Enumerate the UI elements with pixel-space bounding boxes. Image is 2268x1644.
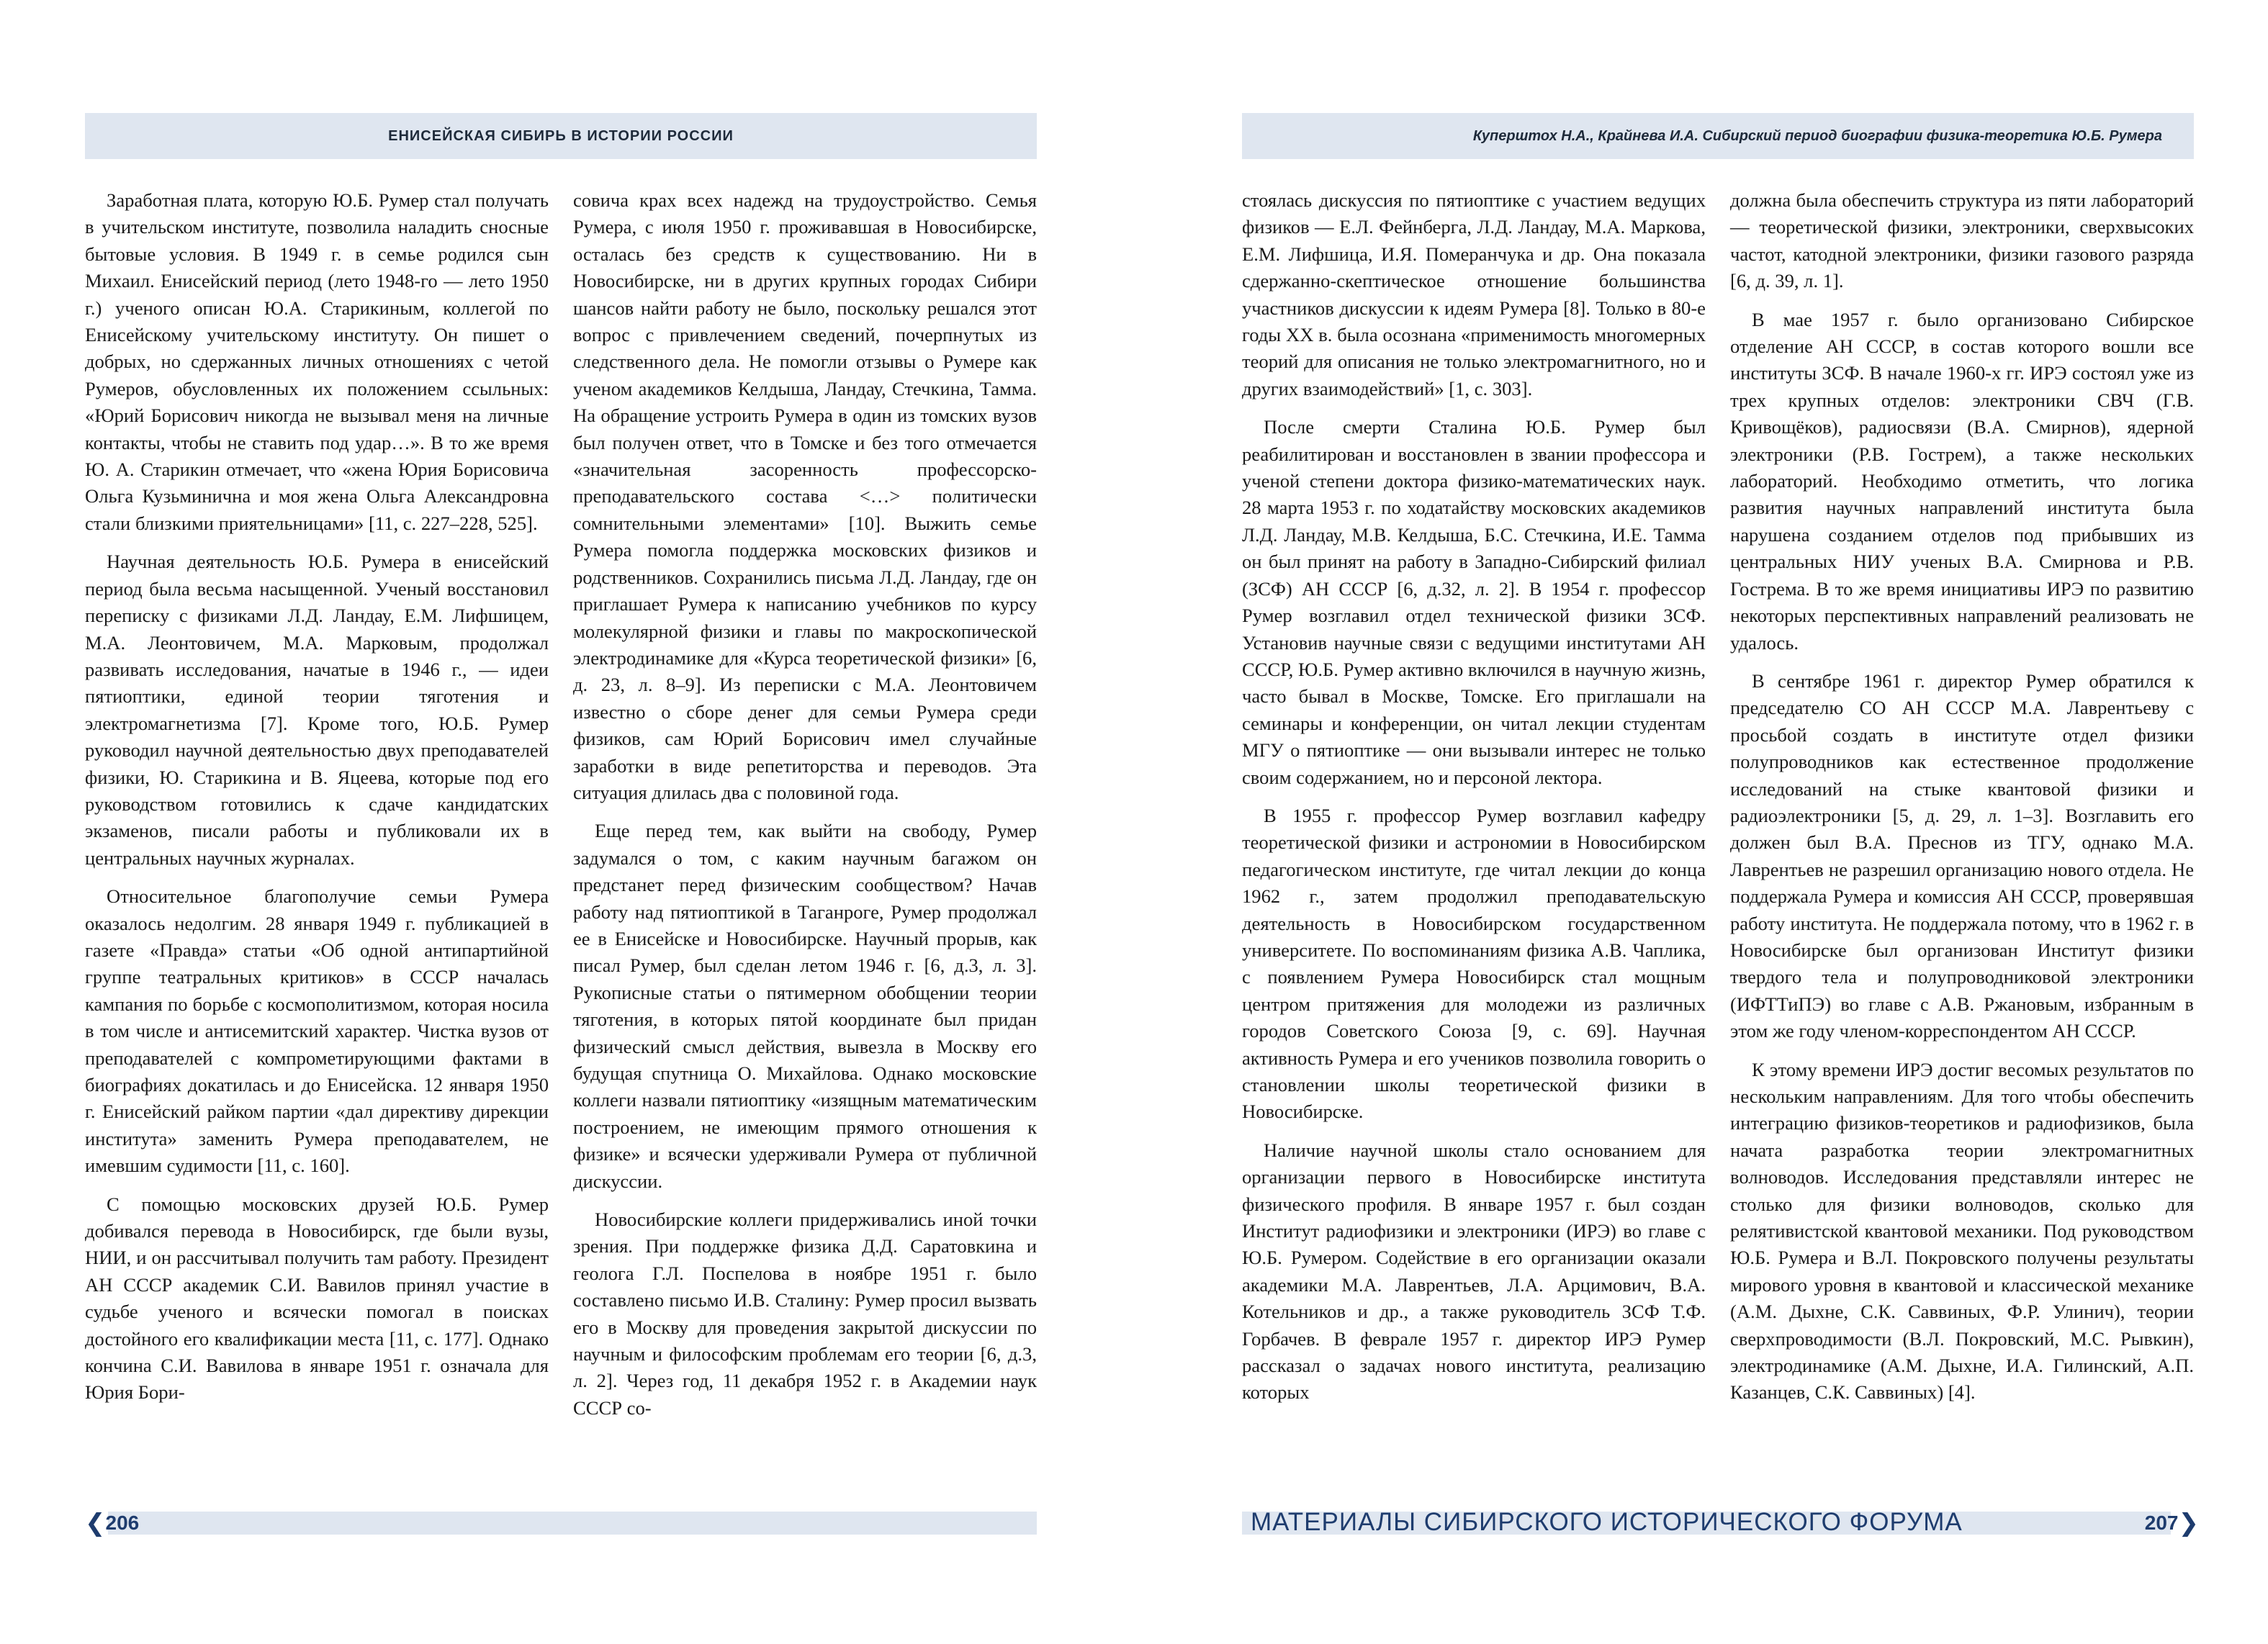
left-column-2 [573, 187, 1037, 1422]
right-column-2 [1730, 187, 2194, 1406]
paragraph: стоялась дискуссия по пятиоптике с участием ведущих физиков — Е.Л. Фейнберга, Л.Д. Ландау, М.А. Маркова, Е.М. Лифшица, И.Я. Померанчука и др. Она показала сдержанно-скептическое отношение большинства участников дискуссии к идеям Румера [8]. Только в 80-е годы XX в. была осознана «применимость многомерных теорий для описания не только электромагнитного, но и других взаимодействий» [1, с. 303]. [1242, 189, 1706, 399]
page-number-left [85, 1509, 139, 1537]
right-page-text [1242, 187, 2194, 1406]
paragraph: В 1955 г. профессор Румер возглавил кафедру теоретической физики и астрономии в Новосибирском педагогическом институте, где читал лекции до конца 1962 г., затем продолжил преподавательскую деятельность в Новосибирском государственном университете. По воспоминаниям физика А.В. Чаплика, с появлением Румера Новосибирск стал мощным центром притяжения для молодежи из различных городов Советского Союза [9, с. 69]. Научная активность Румера и его учеников позволила говорить о становлении школы теоретической физики в Новосибирске. [1242, 804, 1706, 1123]
paragraph: Еще перед тем, как выйти на свободу, Румер задумался о том, с каким научным багажом он предстанет перед физическим сообществом? Начав работу над пятиоптикой в Таганроге, Румер продолжал ее в Енисейске и Новосибирске. Научный прорыв, как писал Румер, был сделан летом 1946 г. [6, д.3, л. 3]. Рукописные статьи о пятимерном обобщении теории тяготения, в которых пятой координате был придан физический смысл действия, вывезла в Москву его будущая спутница О. Михайлова. Однако московские коллеги назвали пятиоптику «изящным математическим построением, не имеющим прямого отношения к физике» и всячески удерживали Румера от публичной дискуссии. [573, 820, 1037, 1192]
running-header-left: ЕНИСЕЙСКАЯ СИБИРЬ В ИСТОРИИ РОССИИ [85, 113, 1037, 159]
chevron-right-icon: ❯ [2178, 1509, 2199, 1537]
paragraph: должна была обеспечить структура из пяти лабораторий — теоретической физики, электроники, сверхвысоких частот, катодной электроники, физики газового разряда [6, д. 39, л. 1]. [1730, 189, 2194, 292]
paragraph: С помощью московских друзей Ю.Б. Румер добивался перевода в Новосибирск, где были вузы, НИИ, и он рассчитывал получить там работу. Президент АН СССР академик С.И. Вавилов принял участие в судьбе ученого и всячески помогал в поисках достойного его квалификации места [11, с. 177]. Однако кончина С.И. Вавилова в январе 1951 г. означала для Юрия Бори- [85, 1193, 549, 1404]
right-page [1134, 0, 2268, 1644]
paragraph: В мае 1957 г. было организовано Сибирское отделение АН СССР, в состав которого вошли все институты ЗСФ. В начале 1960-х гг. ИРЭ состоял уже из трех крупных отделов: электроники СВЧ (Г.В. Кривощёков), радиосвязи (В.А. Смирнов), ядерной электроники (Р.В. Гострем), а также нескольких лабораторий. Необходимо отметить, что логика развития научных направлений института была нарушена созданием отделов под прибывших из центральных НИУ ученых В.А. Смирнова и Р.В. Гострема. В то же время инициативы ИРЭ по развитию некоторых перспективных направлений реализовать не удалось. [1730, 308, 2194, 654]
page-number-right [2145, 1509, 2199, 1537]
paragraph: совича крах всех надежд на трудоустройство. Семья Румера, с июля 1950 г. проживавшая в Новосибирске, осталась без средств к существованию. Ни в Новосибирске, ни в других крупных городах Сибири шансов найти работу не было, поскольку решался этот вопрос с привлечением сведений, почерпнутых из следственного дела. Не помогли отзывы о Румере как ученом академиков Келдыша, Ландау, Стечкина, Тамма. На обращение устроить Румера в один из томских вузов был получен ответ, что в Томске и без того отмечается «значительная засоренность профессорско-преподавательского состава <…> политически сомнительными элементами» [10]. Выжить семье Румера помогла поддержка московских физиков и родственников. Сохранились письма Л.Д. Ландау, где он приглашает Румера к написанию учебников по курсу молекулярной физики и главы по макроскопической электродинамике для «Курса теоретической физики» [6, д. 23, л. 8–9]. Из переписки с М.А. Леонтовичем известно о сборе денег для семьи Румера среди физиков, сам Юрий Борисович имел случайные заработки в виде репетиторства и переводов. Эта ситуация длилась два с половиной года. [573, 189, 1037, 803]
footer-bar-left [108, 1512, 1037, 1535]
paragraph: После смерти Сталина Ю.Б. Румер был реабилитирован и восстановлен в звании профессора и ученой степени доктора физико-математических наук. 28 марта 1953 г. по ходатайству московских академиков Л.Д. Ландау, М.В. Келдыша, Б.С. Стечкина, И.Е. Тамма он был принят на работу в Западно-Сибирский филиал (ЗСФ) АН СССР [6, д.32, л. 2]. В 1954 г. профессор Румер возглавил отдел технической физики ЗСФ. Установив научные связи с ведущими институтами АН СССР, Ю.Б. Румер активно включился в научную жизнь, часто бывал в Москве, Томске. Его приглашали на семинары и конференции, он читал лекции студентам МГУ о пятиоптике — они вызывали интерес не только своим содержанием, но и персоной лектора. [1242, 416, 1706, 788]
left-page-text [85, 187, 1037, 1422]
page-number-text: 207 [2144, 1512, 2179, 1534]
left-column-1 [85, 187, 549, 1422]
running-header-right: Куперштох Н.А., Крайнева И.А. Сибирский период биографии физика-теоретика Ю.Б. Румера [1242, 113, 2194, 159]
page-number-text: 206 [105, 1512, 140, 1534]
paragraph: В сентябре 1961 г. директор Румер обратился к председателю СО АН СССР М.А. Лаврентьеву с просьбой создать в институте отдел физики полупроводников как естественное продолжение исследований на стыке квантовой физики и радиоэлектроники [5, д. 29, л. 1–3]. Возглавить его должен был В.А. Преснов из ТГУ, однако М.А. Лаврентьев не разрешил организацию нового отдела. Не поддержала Румера и комиссия АН СССР, проверявшая работу института. Не поддержала потому, что в 1962 г. в Новосибирске был организован Институт физики твердого тела и полупроводниковой электроники (ИФТТиПЭ) во главе с А.В. Ржановым, избранным в этом же году членом-корреспондентом АН СССР. [1730, 669, 2194, 1042]
paragraph: Наличие научной школы стало основанием для организации первого в Новосибирске института физического профиля. В январе 1957 г. был создан Институт радиофизики и электроники (ИРЭ) во главе с Ю.Б. Румером. Содействие в его организации оказали академики М.А. Лаврентьев, Л.А. Арцимович, В.А. Котельников и др., а также руководитель ЗСФ Т.Ф. Горбачев. В феврале 1957 г. директор ИРЭ Румер рассказал о задачах нового института, реализацию которых [1242, 1139, 1706, 1404]
paragraph: Относительное благополучие семьи Румера оказалось недолгим. 28 января 1949 г. публикацией в газете «Правда» статьи «Об одной антипартийной группе театральных критиков» в СССР началась кампания по борьбе с космополитизмом, которая носила в том числе и антисемитский характер. Чистка вузов от преподавателей с компрометирующими фактами в биографиях докатилась и до Енисейска. 12 января 1950 г. Енисейский райком партии «дал директиву дирекции института» заменить Румера преподавателем, не имевшим судимости [11, с. 160]. [85, 885, 549, 1177]
chevron-left-icon: ❮ [85, 1509, 106, 1537]
paragraph: Новосибирские коллеги придерживались иной точки зрения. При поддержке физика Д.Д. Саратовкина и геолога Г.Л. Поспелова в ноябре 1951 г. было составлено письмо И.В. Сталину: Румер просил вызвать его в Москву для проведения закрытой дискуссии по научным и философским проблемам его теории [6, д.3, л. 2]. Через год, 11 декабря 1952 г. в Академии наук СССР со- [573, 1209, 1037, 1419]
right-column-1 [1242, 187, 1706, 1406]
footer-journal-title: МАТЕРИАЛЫ СИБИРСКОГО ИСТОРИЧЕСКОГО ФОРУМА [1251, 1508, 1963, 1536]
paragraph: Научная деятельность Ю.Б. Румера в енисейский период была весьма насыщенной. Ученый восстановил переписку с физиками Л.Д. Ландау, Е.М. Лифшицем, М.А. Леонтовичем, М.А. Марковым, продолжал развивать исследования, начатые в 1946 г., — идеи пятиоптики, единой теории тяготения и электромагнетизма [7]. Кроме того, Ю.Б. Румер руководил научной деятельностью двух преподавателей физики, Ю. Старикина и В. Яцеева, которые под его руководством готовились к сдаче кандидатских экзаменов, писали работы и публиковали их в центральных научных журналах. [85, 551, 549, 869]
paragraph: К этому времени ИРЭ достиг весомых результатов по нескольким направлениям. Для того чтобы обеспечить интеграцию физиков-теоретиков и радиофизиков, была начата разработка теории электромагнитных волноводов. Исследования представляли интерес не столько для физики волноводов, сколько для релятивистской квантовой механики. Под руководством Ю.Б. Румера и В.Л. Покровского получены результаты мирового уровня в квантовой и классической механике (А.М. Дыхне, С.К. Саввиных, Ф.Р. Улинич), теории сверхпроводимости (В.Л. Покровский, М.С. Рывкин), электродинамике (А.М. Дыхне, И.А. Гилинский, А.П. Казанцев, С.К. Саввиных) [4]. [1730, 1058, 2194, 1404]
paragraph: Заработная плата, которую Ю.Б. Румер стал получать в учительском институте, позволила наладить сносные бытовые условия. В 1949 г. в семье родился сын Михаил. Енисейский период (лето 1948-го — лето 1950 г.) ученого описан Ю.А. Старикиным, коллегой по Енисейскому учительскому институту. Он пишет о добрых, но сдержанных личных отношениях с четой Румеров, обусловленных их положением ссыльных: «Юрий Борисович никогда не вызывал меня на личные контакты, чтобы не ставить под удар…». В то же время Ю. А. Старикин отмечает, что «жена Юрия Борисовича Ольга Кузьминична и моя жена Ольга Александровна стали близкими приятельницами» [11, с. 227–228, 525]. [85, 189, 549, 534]
